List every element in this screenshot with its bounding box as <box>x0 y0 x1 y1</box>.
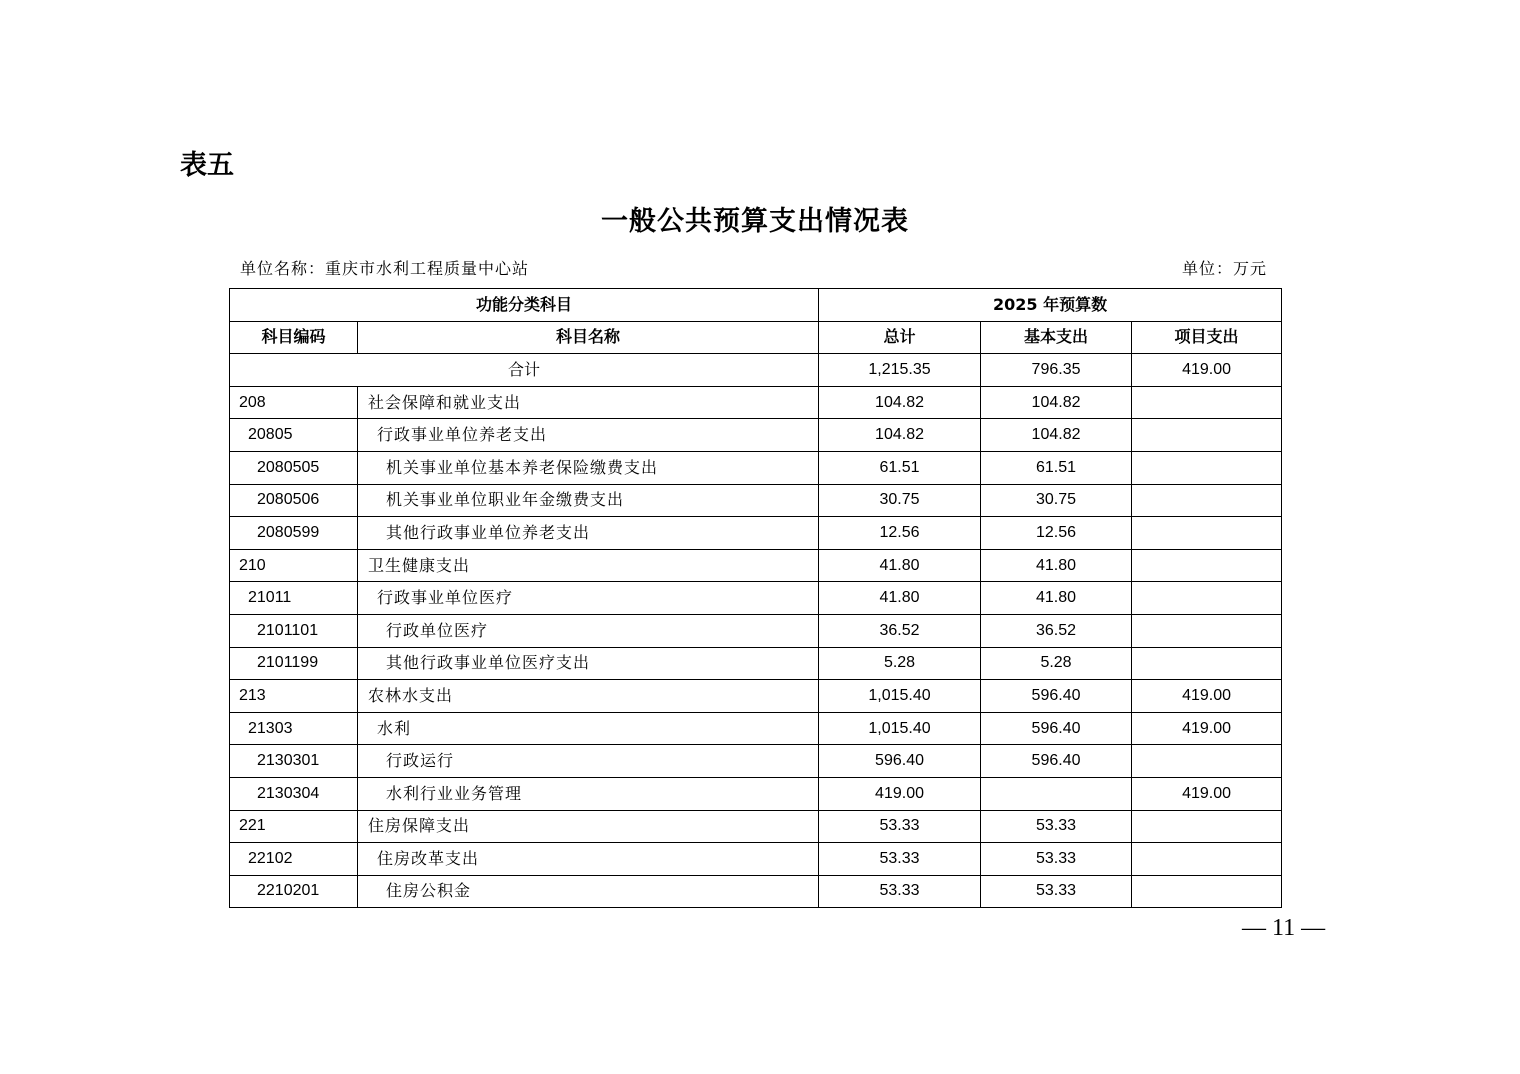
summary-project: 419.00 <box>1132 354 1282 387</box>
row-total: 419.00 <box>819 777 981 810</box>
row-name: 社会保障和就业支出 <box>358 386 819 419</box>
row-basic: 61.51 <box>981 451 1132 484</box>
document-title: 一般公共预算支出情况表 <box>601 206 909 237</box>
row-code: 2210201 <box>230 875 358 908</box>
table-row <box>230 484 1282 517</box>
table-row <box>230 549 1282 582</box>
row-code: 2130301 <box>230 745 358 778</box>
row-project <box>1132 810 1282 843</box>
row-basic: 41.80 <box>981 549 1132 582</box>
row-basic: 104.82 <box>981 386 1132 419</box>
row-name: 卫生健康支出 <box>358 549 819 582</box>
row-project <box>1132 451 1282 484</box>
table-row <box>230 386 1282 419</box>
row-basic: 53.33 <box>981 843 1132 876</box>
row-project <box>1132 484 1282 517</box>
row-total: 53.33 <box>819 875 981 908</box>
row-total: 1,015.40 <box>819 680 981 713</box>
row-project: 419.00 <box>1132 777 1282 810</box>
row-basic: 30.75 <box>981 484 1132 517</box>
row-basic: 12.56 <box>981 517 1132 550</box>
row-basic: 53.33 <box>981 810 1132 843</box>
budget-table <box>229 288 1282 908</box>
row-name: 机关事业单位基本养老保险缴费支出 <box>358 451 819 484</box>
row-total: 596.40 <box>819 745 981 778</box>
row-project: 419.00 <box>1132 712 1282 745</box>
row-name: 水利行业业务管理 <box>358 777 819 810</box>
row-basic: 596.40 <box>981 745 1132 778</box>
row-total: 41.80 <box>819 549 981 582</box>
row-code: 2130304 <box>230 777 358 810</box>
row-project <box>1132 875 1282 908</box>
row-total: 53.33 <box>819 810 981 843</box>
row-project <box>1132 549 1282 582</box>
row-project <box>1132 582 1282 615</box>
header-basic: 基本支出 <box>981 321 1132 354</box>
row-code: 21011 <box>230 582 358 615</box>
header-function-category: 功能分类科目 <box>230 289 819 322</box>
table-row <box>230 843 1282 876</box>
row-name: 住房公积金 <box>358 875 819 908</box>
row-name: 住房改革支出 <box>358 843 819 876</box>
header-code: 科目编码 <box>230 321 358 354</box>
header-total: 总计 <box>819 321 981 354</box>
table-header <box>230 289 1282 354</box>
row-name: 机关事业单位职业年金缴费支出 <box>358 484 819 517</box>
row-basic: 104.82 <box>981 419 1132 452</box>
row-code: 2101101 <box>230 614 358 647</box>
row-code: 2080506 <box>230 484 358 517</box>
row-total: 104.82 <box>819 419 981 452</box>
table-row <box>230 419 1282 452</box>
row-total: 30.75 <box>819 484 981 517</box>
row-project <box>1132 647 1282 680</box>
row-code: 221 <box>230 810 358 843</box>
row-total: 61.51 <box>819 451 981 484</box>
row-code: 22102 <box>230 843 358 876</box>
table-row <box>230 745 1282 778</box>
row-basic <box>981 777 1132 810</box>
table-row <box>230 517 1282 550</box>
row-code: 2080599 <box>230 517 358 550</box>
row-basic: 596.40 <box>981 680 1132 713</box>
row-code: 21303 <box>230 712 358 745</box>
row-basic: 36.52 <box>981 614 1132 647</box>
row-basic: 41.80 <box>981 582 1132 615</box>
table-row <box>230 712 1282 745</box>
row-name: 行政事业单位医疗 <box>358 582 819 615</box>
summary-row <box>230 354 1282 387</box>
unit-name-label: 单位名称：重庆市水利工程质量中心站 <box>240 259 530 278</box>
row-name: 农林水支出 <box>358 680 819 713</box>
summary-basic: 796.35 <box>981 354 1132 387</box>
table-row <box>230 875 1282 908</box>
row-code: 2080505 <box>230 451 358 484</box>
row-total: 53.33 <box>819 843 981 876</box>
row-code: 208 <box>230 386 358 419</box>
header-group-row <box>230 289 1282 322</box>
table-row <box>230 680 1282 713</box>
row-code: 210 <box>230 549 358 582</box>
header-project: 项目支出 <box>1132 321 1282 354</box>
row-total: 12.56 <box>819 517 981 550</box>
row-basic: 5.28 <box>981 647 1132 680</box>
row-name: 行政运行 <box>358 745 819 778</box>
header-budget-year: 2025 年预算数 <box>819 289 1282 322</box>
table-row <box>230 647 1282 680</box>
page-number: — 11 — <box>1242 915 1326 941</box>
row-total: 36.52 <box>819 614 981 647</box>
table-row <box>230 810 1282 843</box>
row-project <box>1132 419 1282 452</box>
row-total: 1,015.40 <box>819 712 981 745</box>
row-code: 213 <box>230 680 358 713</box>
row-project <box>1132 745 1282 778</box>
row-project: 419.00 <box>1132 680 1282 713</box>
row-basic: 53.33 <box>981 875 1132 908</box>
row-name: 水利 <box>358 712 819 745</box>
table-row <box>230 582 1282 615</box>
header-column-row <box>230 321 1282 354</box>
row-basic: 596.40 <box>981 712 1132 745</box>
row-code: 20805 <box>230 419 358 452</box>
row-project <box>1132 843 1282 876</box>
table-row <box>230 614 1282 647</box>
row-name: 行政单位医疗 <box>358 614 819 647</box>
row-total: 5.28 <box>819 647 981 680</box>
table-row <box>230 451 1282 484</box>
row-name: 行政事业单位养老支出 <box>358 419 819 452</box>
summary-label: 合计 <box>230 354 819 387</box>
table-body <box>230 354 1282 908</box>
row-total: 104.82 <box>819 386 981 419</box>
row-project <box>1132 614 1282 647</box>
currency-unit-label: 单位：万元 <box>1182 259 1268 278</box>
row-name: 其他行政事业单位养老支出 <box>358 517 819 550</box>
table-number-label: 表五 <box>180 150 234 181</box>
row-code: 2101199 <box>230 647 358 680</box>
row-name: 其他行政事业单位医疗支出 <box>358 647 819 680</box>
row-name: 住房保障支出 <box>358 810 819 843</box>
row-project <box>1132 386 1282 419</box>
row-project <box>1132 517 1282 550</box>
row-total: 41.80 <box>819 582 981 615</box>
summary-total: 1,215.35 <box>819 354 981 387</box>
header-name: 科目名称 <box>358 321 819 354</box>
table-row <box>230 777 1282 810</box>
